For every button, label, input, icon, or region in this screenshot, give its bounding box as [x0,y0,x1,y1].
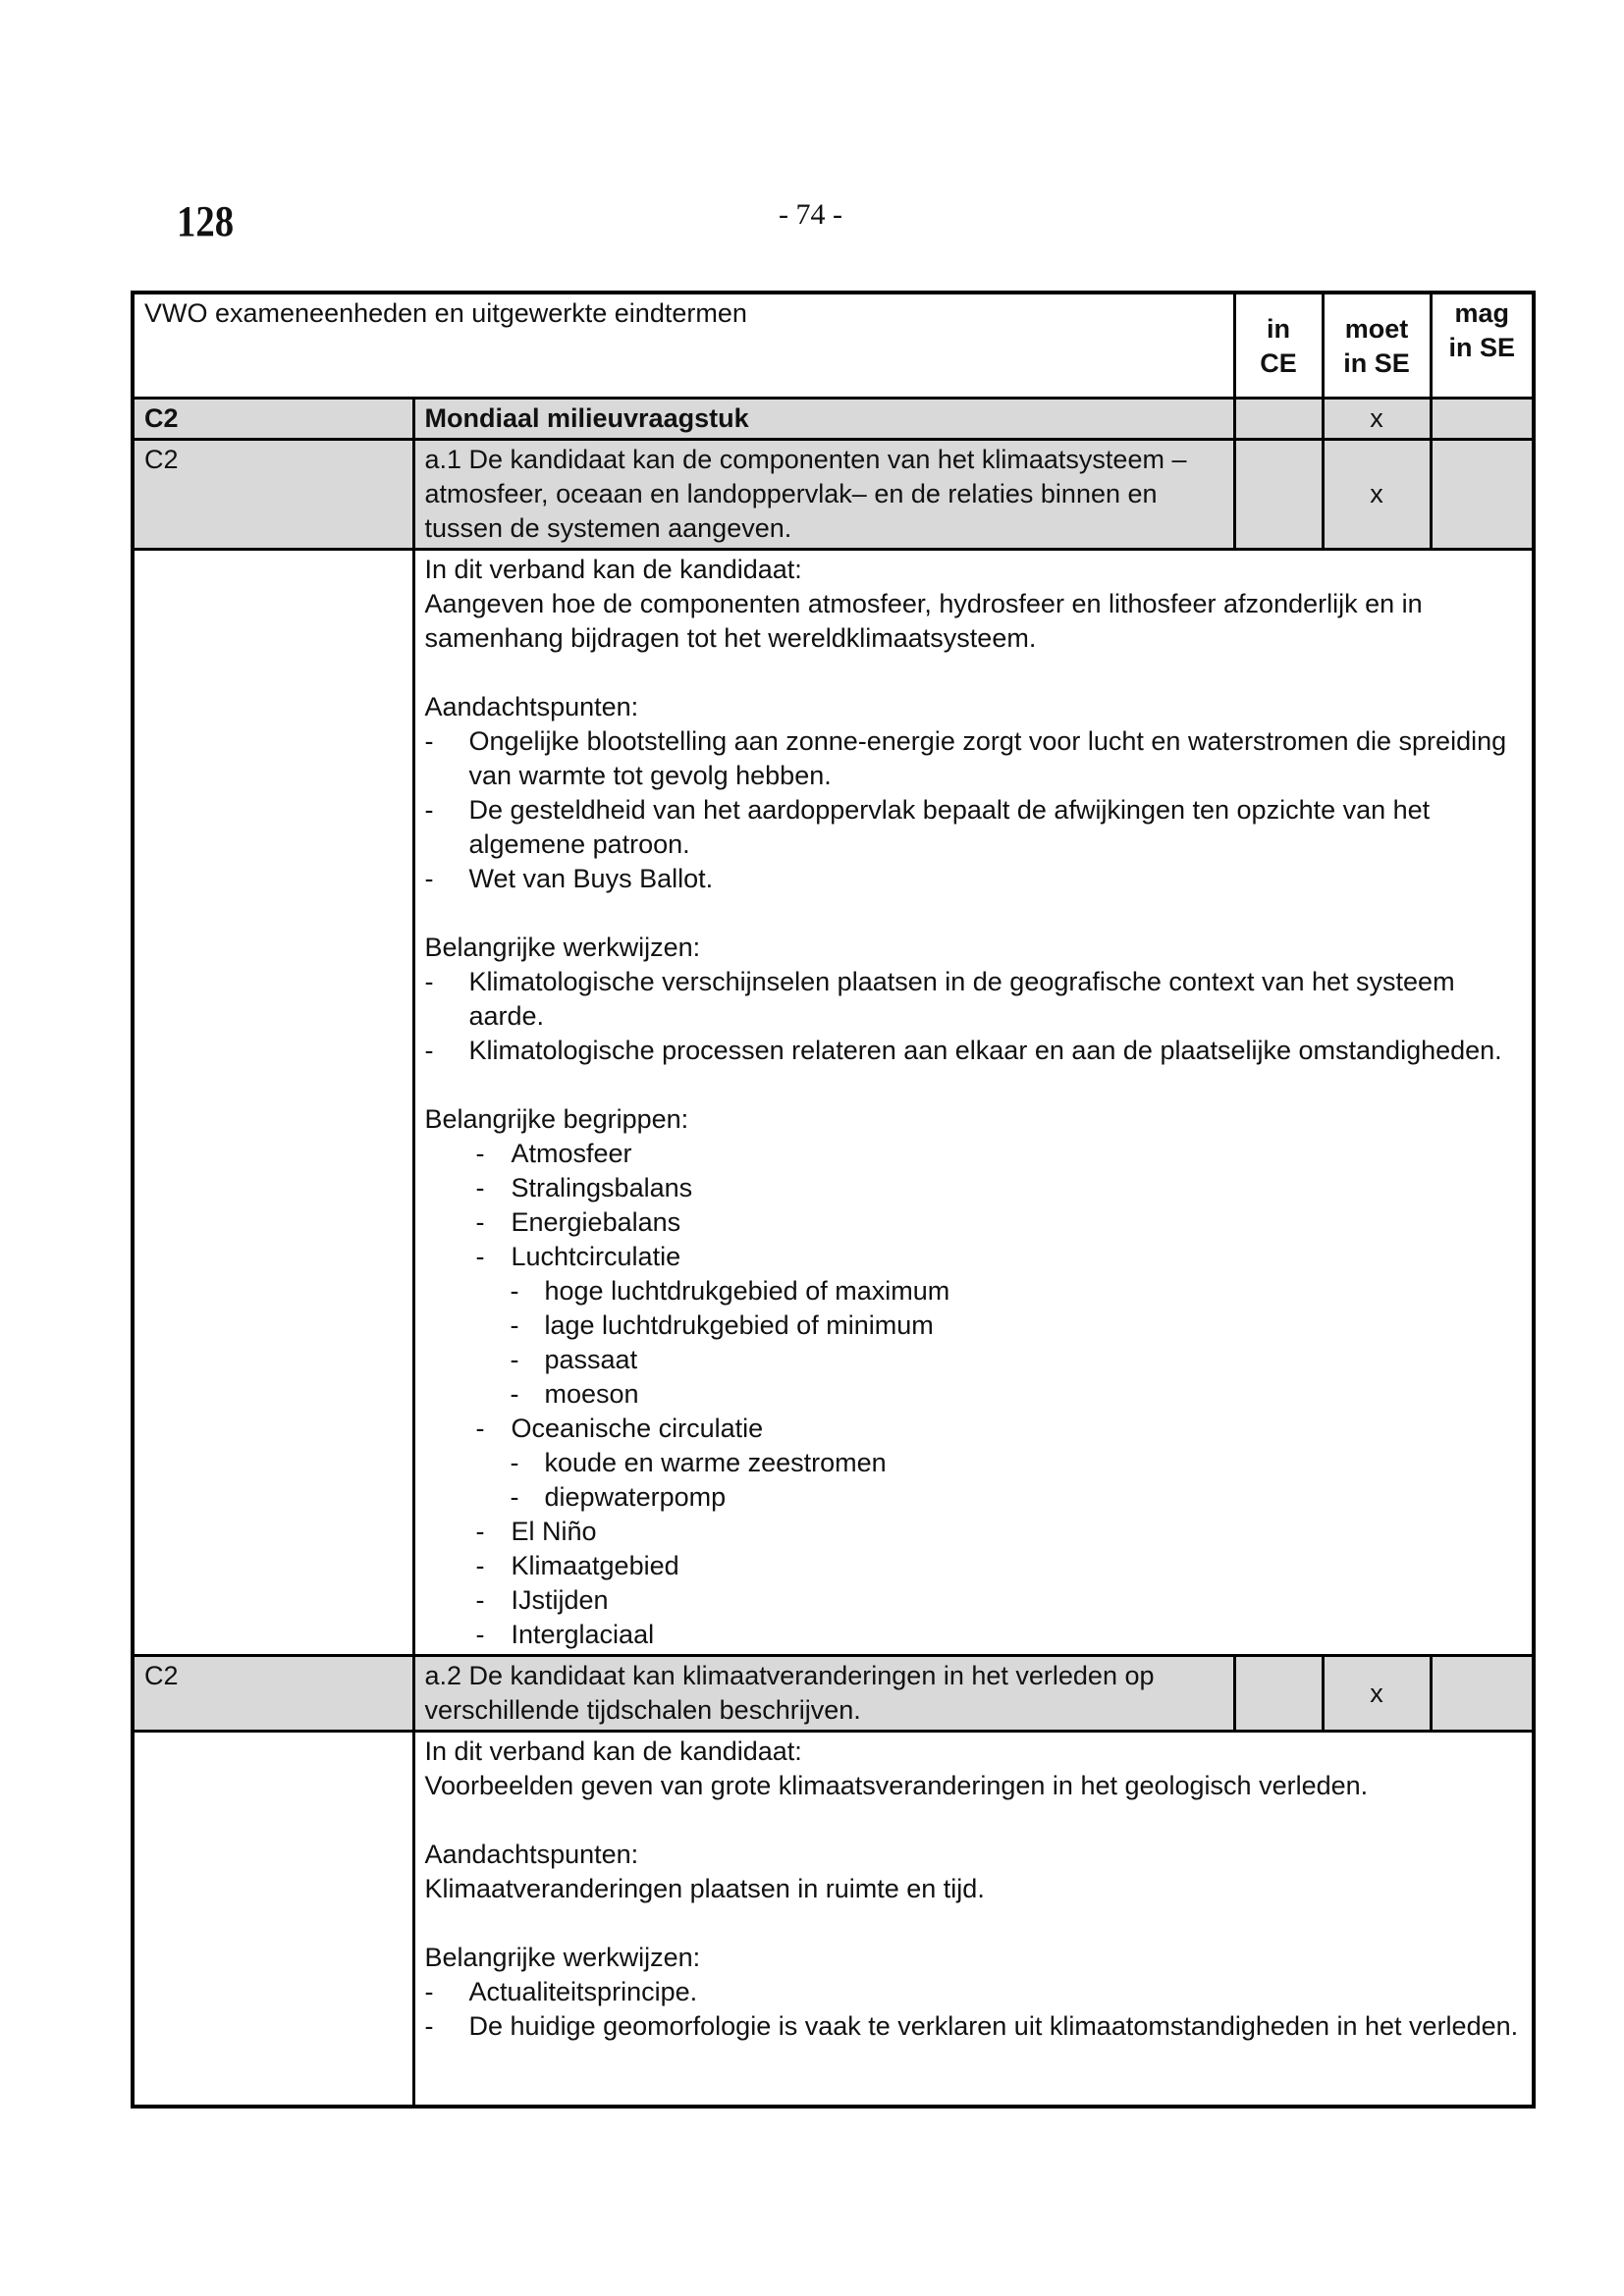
werkwijzen-label: Belangrijke werkwijzen: [424,933,701,962]
row-eindterm-text: a.1 De kandidaat kan de componenten van het klimaatsysteem –atmosfeer, oceaan en landoppervlak– en de relaties binnen en tussen de systemen aangeven. [413,440,1234,550]
list-item: - Klimatologische verschijnselen plaatsen in de geografische context van het systeem aarde. [424,967,1455,1031]
header-mag-in-se [1431,293,1534,399]
row-title: Mondiaal milieuvraagstuk [413,399,1234,440]
header-moet-in-se [1323,293,1431,399]
begrip-item: - Stralingsbalans [475,1173,693,1202]
row-moet-in-se: x [1323,399,1431,440]
header-title: VWO exameneenheden en uitgewerkte eindtermen [144,298,747,328]
aandacht-label: Aandachtspunten: [424,692,639,721]
begrip-item: - Oceanische circulatie [475,1414,764,1443]
list-item: - Wet van Buys Ballot. [424,864,714,893]
row-in-ce [1234,440,1323,550]
table-header-row [133,293,1534,399]
detail-empty-cell [133,550,413,1656]
detail-row-a2 [133,1732,1534,2108]
list-item: - De gesteldheid van het aardoppervlak bepaalt de afwijkingen ten opzichte van het algemene patroon. [424,795,1431,859]
row-mag-in-se [1431,1656,1534,1732]
detail-content-a1 [413,550,1534,1656]
intro-label: In dit verband kan de kandidaat: [424,1736,802,1766]
list-item: - Klimatologische processen relateren aan elkaar en aan de plaatselijke omstandigheden. [424,1036,1502,1065]
begrip-item: - IJstijden [475,1585,609,1615]
row-in-ce [1234,399,1323,440]
intro-text: Aangeven hoe de componenten atmosfeer, hydrosfeer en lithosfeer afzonderlijk en in samenhang bijdragen tot het wereldklimaatsysteem. [424,589,1423,653]
begrip-subitem: - koude en warme zeestromen [510,1448,887,1477]
row-moet-in-se: x [1323,440,1431,550]
begrip-item: - Interglaciaal [475,1620,655,1649]
row-moet-in-se: x [1323,1656,1431,1732]
begrip-item: - Luchtcirculatie [475,1242,681,1271]
header-mag-in-se-label: mag in SE [1448,298,1515,362]
begrip-subitem: - diepwaterpomp [510,1482,727,1512]
begrip-subitem: - lage luchtdrukgebied of minimum [510,1310,934,1340]
row-mag-in-se [1431,399,1534,440]
list-item: - Ongelijke blootstelling aan zonne-energie zorgt voor lucht en waterstromen die spreiding van warmte tot gevolg hebben. [424,726,1507,790]
row-eindterm-text: a.2 De kandidaat kan klimaatveranderingen in het verleden op verschillende tijdschalen beschrijven. [413,1656,1234,1732]
header-moet-in-se-label: moet in SE [1343,314,1410,378]
header-in-ce [1234,293,1323,399]
table-row [133,399,1534,440]
row-code: C2 [133,440,413,550]
begrip-item: - Energiebalans [475,1207,681,1237]
aandacht-label: Aandachtspunten: [424,1840,639,1869]
detail-row-a1 [133,550,1534,1656]
detail-empty-cell [133,1732,413,2108]
row-code: C2 [133,399,413,440]
intro-text: Voorbeelden geven van grote klimaatsveranderingen in het geologisch verleden. [424,1771,1369,1800]
header-title-cell [133,293,1234,399]
row-in-ce [1234,1656,1323,1732]
begrip-item: - Klimaatgebied [475,1551,679,1580]
list-item: - De huidige geomorfologie is vaak te verklaren uit klimaatomstandigheden in het verleden. [424,2011,1519,2041]
row-code: C2 [133,1656,413,1732]
aandacht-text: Klimaatveranderingen plaatsen in ruimte en tijd. [424,1874,985,1903]
werkwijzen-label: Belangrijke werkwijzen: [424,1943,701,1972]
begrip-subitem: - moeson [510,1379,639,1409]
begrip-item: - Atmosfeer [475,1139,632,1168]
eindtermen-table [131,291,1536,2109]
detail-content-a2 [413,1732,1534,2108]
begrippen-label: Belangrijke begrippen: [424,1104,689,1134]
table-row [133,440,1534,550]
begrip-subitem: - passaat [510,1345,638,1374]
page-number: 128 [177,197,235,245]
begrip-item: - El Niño [475,1517,597,1546]
page-label: - 74 - [779,198,842,231]
row-mag-in-se [1431,440,1534,550]
intro-label: In dit verband kan de kandidaat: [424,555,802,584]
table-row [133,1656,1534,1732]
list-item: - Actualiteitsprincipe. [424,1977,698,2006]
begrip-subitem: - hoge luchtdrukgebied of maximum [510,1276,950,1306]
header-in-ce-label: in CE [1260,314,1297,378]
